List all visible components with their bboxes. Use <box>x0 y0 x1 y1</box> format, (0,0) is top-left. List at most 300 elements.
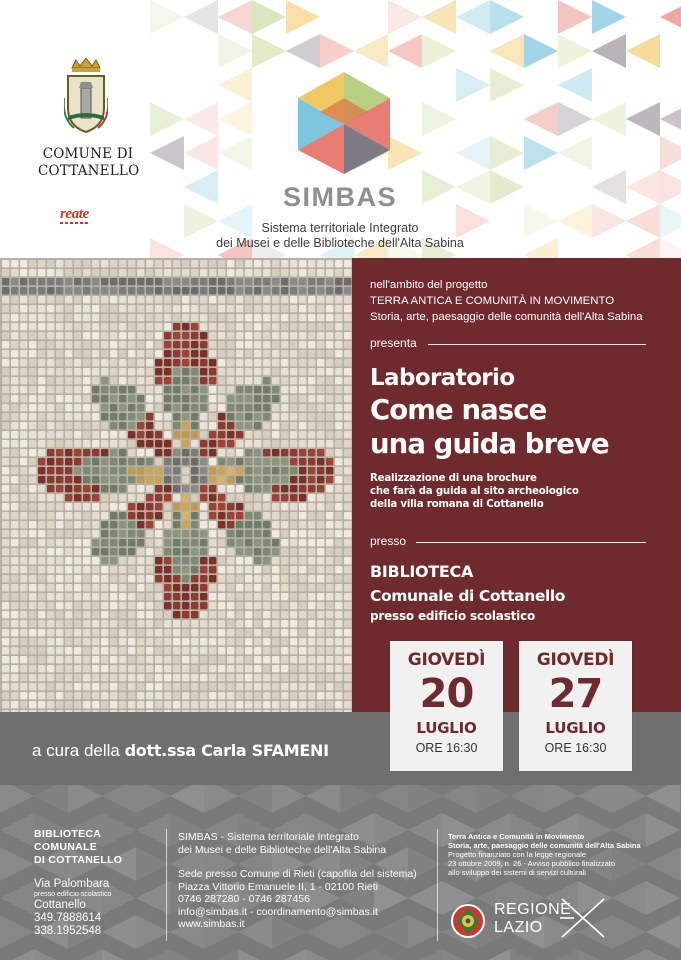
mosaic-tile <box>218 332 225 339</box>
mosaic-tile <box>137 494 144 501</box>
mosaic-tile <box>218 575 225 582</box>
simbas-logo-icon <box>298 72 390 174</box>
mosaic-tile <box>272 548 279 555</box>
mosaic-tile <box>344 602 351 609</box>
mosaic-tile <box>38 701 45 708</box>
comune-crest-icon <box>64 58 108 134</box>
mosaic-tile <box>308 593 315 600</box>
mosaic-tile <box>245 269 252 276</box>
mosaic-tile <box>317 521 324 528</box>
mosaic-tile <box>65 530 72 537</box>
mosaic-tile <box>29 620 36 627</box>
mosaic-tile <box>56 656 63 663</box>
mosaic-tile <box>173 494 180 501</box>
mosaic-tile <box>299 629 306 636</box>
mosaic-tile <box>245 683 252 690</box>
mosaic-tile <box>2 440 9 447</box>
mosaic-tile <box>119 269 126 276</box>
mosaic-tile <box>2 323 9 330</box>
mosaic-tile <box>200 539 207 546</box>
date-card <box>519 641 632 771</box>
mosaic-tile <box>83 665 90 672</box>
mosaic-tile <box>344 692 351 699</box>
mosaic-tile <box>317 683 324 690</box>
mosaic-tile <box>272 395 279 402</box>
mosaic-tile <box>236 458 243 465</box>
mosaic-tile <box>344 584 351 591</box>
mosaic-tile <box>101 431 108 438</box>
mosaic-tile <box>56 359 63 366</box>
mosaic-tile <box>128 620 135 627</box>
mosaic-tile <box>119 449 126 456</box>
mosaic-tile <box>182 602 189 609</box>
mosaic-tile <box>191 413 198 420</box>
curator-prefix: a cura della <box>32 741 120 760</box>
mosaic-tile <box>272 260 279 267</box>
mosaic-tile <box>200 458 207 465</box>
mosaic-tile <box>218 620 225 627</box>
pattern-triangle <box>490 136 524 170</box>
mosaic-tile <box>137 350 144 357</box>
mosaic-tile <box>74 521 81 528</box>
mosaic-tile <box>137 647 144 654</box>
mosaic-tile <box>290 350 297 357</box>
mosaic-tile <box>317 530 324 537</box>
mosaic-tile <box>308 521 315 528</box>
mosaic-tile <box>164 629 171 636</box>
mosaic-tile <box>20 620 27 627</box>
mosaic-tile <box>182 638 189 645</box>
mosaic-tile <box>137 602 144 609</box>
mosaic-tile <box>119 404 126 411</box>
mosaic-tile <box>146 314 153 321</box>
mosaic-tile <box>326 368 333 375</box>
mosaic-tile <box>299 557 306 564</box>
mosaic-tile <box>281 647 288 654</box>
mosaic-tile <box>326 656 333 663</box>
mosaic-tile <box>155 557 162 564</box>
pattern-triangle <box>388 136 422 170</box>
mosaic-tile <box>290 305 297 312</box>
pattern-triangle <box>524 204 558 238</box>
mosaic-tile <box>335 377 342 384</box>
mosaic-tile <box>119 701 126 708</box>
pattern-triangle <box>558 102 592 136</box>
mosaic-tile <box>164 368 171 375</box>
mosaic-tile <box>47 530 54 537</box>
mosaic-tile <box>119 548 126 555</box>
mosaic-tile <box>227 368 234 375</box>
mosaic-tile <box>155 503 162 510</box>
mosaic-tile <box>308 431 315 438</box>
mosaic-tile <box>137 458 144 465</box>
mosaic-tile <box>56 413 63 420</box>
mosaic-tile <box>11 494 18 501</box>
mosaic-tile <box>47 332 54 339</box>
mosaic-tile <box>326 431 333 438</box>
mosaic-tile <box>200 638 207 645</box>
mosaic-tile <box>299 422 306 429</box>
mosaic-tile <box>119 359 126 366</box>
mosaic-tile <box>146 332 153 339</box>
mosaic-tile <box>74 620 81 627</box>
mosaic-tile <box>227 503 234 510</box>
mosaic-tile <box>236 566 243 573</box>
mosaic-tile <box>290 368 297 375</box>
mosaic-tile <box>263 557 270 564</box>
mosaic-tile <box>47 656 54 663</box>
mosaic-tile <box>209 602 216 609</box>
mosaic-tile <box>164 575 171 582</box>
mosaic-tile <box>299 656 306 663</box>
pattern-triangle <box>660 102 681 136</box>
mosaic-tile <box>245 422 252 429</box>
mosaic-tile <box>65 701 72 708</box>
comune-name: COMUNE DI COTTANELLO <box>38 146 140 179</box>
mosaic-tile <box>74 476 81 483</box>
mosaic-tile <box>2 386 9 393</box>
mosaic-tile <box>227 629 234 636</box>
mosaic-tile <box>290 665 297 672</box>
mosaic-tile <box>74 674 81 681</box>
mosaic-tile <box>65 683 72 690</box>
mosaic-tile <box>2 278 9 285</box>
mosaic-tile <box>110 494 117 501</box>
mosaic-tile <box>317 467 324 474</box>
pattern-triangle <box>592 34 626 68</box>
mosaic-tile <box>2 305 9 312</box>
pattern-triangle <box>510 785 544 813</box>
mosaic-tile <box>326 359 333 366</box>
mosaic-tile <box>209 611 216 618</box>
mosaic-tile <box>56 512 63 519</box>
mosaic-tile <box>326 674 333 681</box>
mosaic-tile <box>218 440 225 447</box>
mosaic-tile <box>344 620 351 627</box>
mosaic-tile <box>83 440 90 447</box>
mosaic-tile <box>218 692 225 699</box>
mosaic-tile <box>119 314 126 321</box>
mosaic-tile <box>272 449 279 456</box>
mosaic-tile <box>263 341 270 348</box>
mosaic-tile <box>74 350 81 357</box>
mosaic-tile <box>254 611 261 618</box>
date-time: ORE 16:30 <box>544 741 607 755</box>
mosaic-tile <box>155 404 162 411</box>
mosaic-tile <box>254 413 261 420</box>
mosaic-tile <box>119 665 126 672</box>
mosaic-tile <box>47 593 54 600</box>
mosaic-tile <box>236 260 243 267</box>
mosaic-tile <box>290 413 297 420</box>
mosaic-tile <box>146 269 153 276</box>
pattern-triangle <box>0 915 34 949</box>
mosaic-tile <box>119 368 126 375</box>
mosaic-tile <box>182 422 189 429</box>
mosaic-tile <box>92 539 99 546</box>
mosaic-tile <box>56 314 63 321</box>
mosaic-tile <box>218 287 225 294</box>
mosaic-tile <box>11 674 18 681</box>
mosaic-tile <box>299 620 306 627</box>
mosaic-tile <box>47 575 54 582</box>
pattern-triangle <box>646 915 680 949</box>
mosaic-tile <box>92 278 99 285</box>
mosaic-tile <box>218 629 225 636</box>
pattern-triangle <box>544 949 578 960</box>
mosaic-tile <box>326 485 333 492</box>
mosaic-tile <box>110 548 117 555</box>
mosaic-tile <box>2 431 9 438</box>
mosaic-tile <box>11 485 18 492</box>
mosaic-tile <box>2 701 9 708</box>
mosaic-tile <box>173 359 180 366</box>
mosaic-tile <box>254 674 261 681</box>
mosaic-tile <box>308 359 315 366</box>
mosaic-tile <box>56 557 63 564</box>
mosaic-tile <box>191 260 198 267</box>
mosaic-tile <box>74 629 81 636</box>
mosaic-tile <box>29 602 36 609</box>
mosaic-tile <box>317 413 324 420</box>
mosaic-image <box>0 258 352 712</box>
mosaic-tile <box>101 467 108 474</box>
mosaic-tile <box>47 422 54 429</box>
mosaic-tile <box>20 278 27 285</box>
mosaic-tile <box>182 701 189 708</box>
mosaic-tile <box>164 269 171 276</box>
mosaic-tile <box>155 314 162 321</box>
mosaic-tile <box>47 584 54 591</box>
mosaic-tile <box>146 368 153 375</box>
mosaic-tile <box>83 413 90 420</box>
mosaic-tile <box>56 350 63 357</box>
mosaic-tile <box>209 440 216 447</box>
mosaic-tile <box>2 539 9 546</box>
mosaic-tile <box>56 629 63 636</box>
mosaic-tile <box>263 575 270 582</box>
mosaic-tile <box>164 422 171 429</box>
mosaic-tile <box>74 359 81 366</box>
pattern-triangle <box>218 0 252 34</box>
mosaic-tile <box>92 440 99 447</box>
mosaic-tile <box>92 296 99 303</box>
mosaic-tile <box>254 296 261 303</box>
mosaic-tile <box>146 404 153 411</box>
mosaic-tile <box>317 395 324 402</box>
mosaic-tile <box>245 638 252 645</box>
mosaic-tile <box>128 377 135 384</box>
mosaic-tile <box>254 458 261 465</box>
mosaic-tile <box>83 593 90 600</box>
mosaic-tile <box>335 368 342 375</box>
mosaic-tile <box>155 575 162 582</box>
regione-lazio-emblem-icon <box>448 902 488 940</box>
mosaic-tile <box>317 314 324 321</box>
mosaic-tile <box>281 620 288 627</box>
mosaic-tile <box>74 566 81 573</box>
mosaic-tile <box>47 638 54 645</box>
mosaic-tile <box>110 278 117 285</box>
mosaic-tile <box>110 557 117 564</box>
mosaic-tile <box>101 350 108 357</box>
mosaic-tile <box>281 431 288 438</box>
mosaic-tile <box>173 557 180 564</box>
mosaic-tile <box>164 278 171 285</box>
mosaic-tile <box>83 611 90 618</box>
mosaic-tile <box>38 296 45 303</box>
mosaic-tile <box>317 512 324 519</box>
mosaic-tile <box>173 458 180 465</box>
mosaic-tile <box>110 440 117 447</box>
mosaic-tile <box>335 611 342 618</box>
mosaic-tile <box>254 557 261 564</box>
mosaic-tile <box>74 269 81 276</box>
project-info <box>448 832 673 877</box>
mosaic-tile <box>56 323 63 330</box>
mosaic-tile <box>218 305 225 312</box>
mosaic-tile <box>317 503 324 510</box>
mosaic-tile <box>74 467 81 474</box>
mosaic-tile <box>290 449 297 456</box>
mosaic-tile <box>2 629 9 636</box>
mosaic-tile <box>173 287 180 294</box>
mosaic-tile <box>173 638 180 645</box>
mosaic-tile <box>254 575 261 582</box>
mosaic-tile <box>254 602 261 609</box>
mosaic-tile <box>11 638 18 645</box>
mosaic-tile <box>2 467 9 474</box>
mosaic-tile <box>173 647 180 654</box>
mosaic-tile <box>182 620 189 627</box>
mosaic-tile <box>263 548 270 555</box>
mosaic-tile <box>272 368 279 375</box>
mosaic-tile <box>308 620 315 627</box>
mosaic-tile <box>47 431 54 438</box>
mosaic-tile <box>164 386 171 393</box>
pattern-triangle <box>558 34 592 68</box>
mosaic-tile <box>92 494 99 501</box>
mosaic-tile <box>110 683 117 690</box>
mosaic-tile <box>2 557 9 564</box>
mosaic-tile <box>290 638 297 645</box>
pattern-triangle <box>558 136 592 170</box>
mosaic-tile <box>74 305 81 312</box>
mosaic-tile <box>344 485 351 492</box>
pattern-triangle <box>374 949 408 960</box>
mosaic-tile <box>227 593 234 600</box>
mosaic-tile <box>191 404 198 411</box>
mosaic-tile <box>128 278 135 285</box>
mosaic-tile <box>173 413 180 420</box>
mosaic-tile <box>182 305 189 312</box>
mosaic-tile <box>326 269 333 276</box>
mosaic-tile <box>218 557 225 564</box>
mosaic-tile <box>110 305 117 312</box>
mosaic-tile <box>200 296 207 303</box>
mosaic-tile <box>200 404 207 411</box>
mosaic-tile <box>47 269 54 276</box>
mosaic-tile <box>281 494 288 501</box>
pattern-triangle <box>626 102 660 136</box>
mosaic-tile <box>119 296 126 303</box>
mosaic-tile <box>263 368 270 375</box>
mosaic-tile <box>209 584 216 591</box>
mosaic-tile <box>38 440 45 447</box>
mosaic-tile <box>299 359 306 366</box>
mosaic-tile <box>236 287 243 294</box>
mosaic-tile <box>38 575 45 582</box>
mosaic-tile <box>182 431 189 438</box>
mosaic-tile <box>29 422 36 429</box>
mosaic-tile <box>173 386 180 393</box>
mosaic-tile <box>20 422 27 429</box>
mosaic-tile <box>29 467 36 474</box>
mosaic-tile <box>245 386 252 393</box>
mosaic-tile <box>218 413 225 420</box>
mosaic-tile <box>110 620 117 627</box>
pattern-triangle <box>218 68 252 102</box>
mosaic-tile <box>20 611 27 618</box>
mosaic-tile <box>335 278 342 285</box>
mosaic-tile <box>110 269 117 276</box>
mosaic-tile <box>128 665 135 672</box>
mosaic-tile <box>290 512 297 519</box>
mosaic-tile <box>119 431 126 438</box>
mosaic-tile <box>74 530 81 537</box>
mosaic-tile <box>146 602 153 609</box>
mosaic-tile <box>110 404 117 411</box>
mosaic-tile <box>245 431 252 438</box>
mosaic-tile <box>173 575 180 582</box>
pattern-triangle <box>422 34 456 68</box>
mosaic-tile <box>344 431 351 438</box>
mosaic-tile <box>74 368 81 375</box>
mosaic-tile <box>200 692 207 699</box>
mosaic-tile <box>245 584 252 591</box>
mosaic-tile <box>29 305 36 312</box>
pattern-triangle <box>170 785 204 813</box>
mosaic-tile <box>182 413 189 420</box>
mosaic-tile <box>263 620 270 627</box>
mosaic-tile <box>335 449 342 456</box>
mosaic-tile <box>335 512 342 519</box>
mosaic-tile <box>74 341 81 348</box>
mosaic-tile <box>263 701 270 708</box>
mosaic-tile <box>11 692 18 699</box>
mosaic-tile <box>110 485 117 492</box>
mosaic-tile <box>245 620 252 627</box>
mosaic-tile <box>200 341 207 348</box>
mosaic-tile <box>200 269 207 276</box>
mosaic-tile <box>92 575 99 582</box>
mosaic-tile <box>191 602 198 609</box>
mosaic-tile <box>254 377 261 384</box>
mosaic-tile <box>65 539 72 546</box>
mosaic-tile <box>236 602 243 609</box>
mosaic-tile <box>155 269 162 276</box>
mosaic-tile <box>11 332 18 339</box>
mosaic-tile <box>308 557 315 564</box>
mosaic-tile <box>317 494 324 501</box>
mosaic-tile <box>137 413 144 420</box>
mosaic-tile <box>155 665 162 672</box>
mosaic-tile <box>227 305 234 312</box>
mosaic-tile <box>173 692 180 699</box>
mosaic-tile <box>83 602 90 609</box>
title-line-3: una guida breve <box>370 428 609 460</box>
mosaic-tile <box>335 359 342 366</box>
